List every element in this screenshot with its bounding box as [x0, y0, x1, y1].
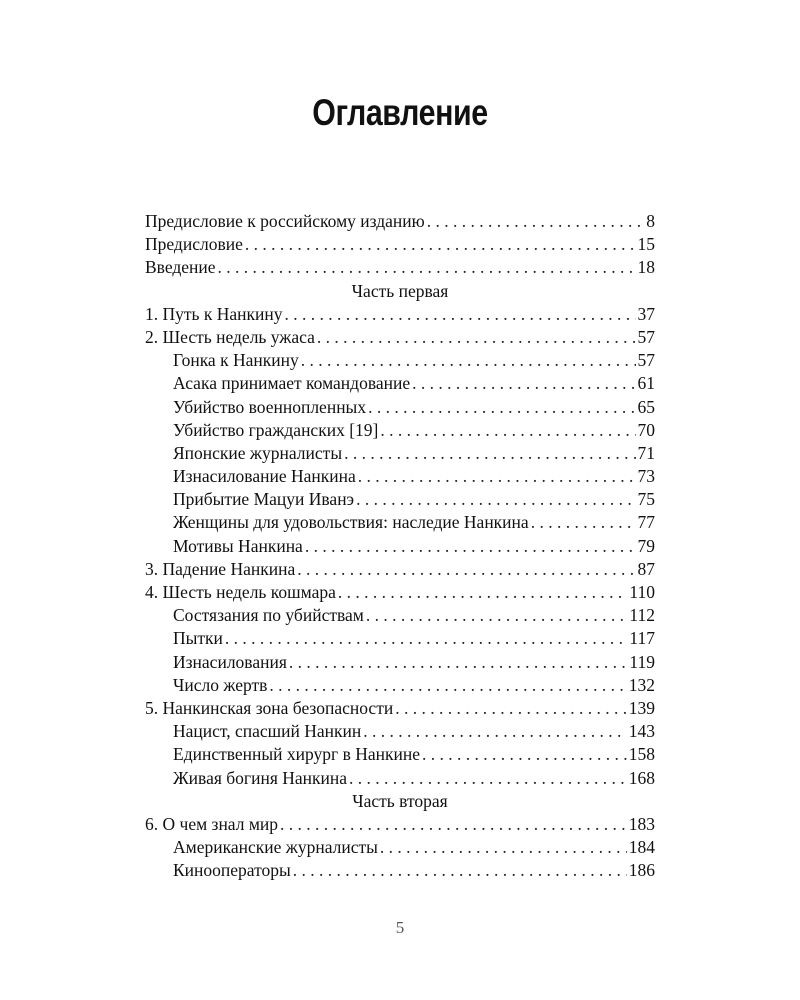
toc-entry-title: Пытки [173, 628, 223, 649]
dot-leader [363, 720, 627, 743]
toc-entry-page: 132 [628, 674, 655, 695]
dot-leader [301, 349, 636, 372]
toc-entry[interactable] [145, 326, 655, 349]
dot-leader [305, 535, 636, 558]
toc-entry-page: 183 [628, 813, 655, 834]
toc-subentry[interactable] [145, 767, 655, 790]
toc-entry[interactable] [145, 303, 655, 326]
toc-entry-page: 61 [637, 373, 655, 394]
toc-entry-title: 1. Путь к Нанкину [145, 303, 283, 324]
toc-entry[interactable] [145, 256, 655, 279]
toc-entry[interactable] [145, 210, 655, 233]
toc-entry-title: Живая богиня Нанкина [173, 767, 348, 788]
toc-entry-page: 79 [637, 535, 655, 556]
toc-entry-page: 77 [637, 512, 655, 533]
toc-entry-title: Женщины для удовольствия: наследие Нанкина [173, 512, 529, 533]
toc-entry[interactable] [145, 558, 655, 581]
toc-entry-page: 112 [629, 605, 655, 626]
toc-entry-page: 15 [637, 234, 655, 255]
toc-entry-title: Убийство гражданских [19] [173, 419, 379, 440]
toc-subentry[interactable] [145, 535, 655, 558]
toc-entry-title: 5. Нанкинская зона безопасности [145, 697, 394, 718]
toc-entry-title: Американские журналисты [173, 837, 378, 858]
dot-leader [338, 581, 628, 604]
toc-entry-page: 71 [637, 442, 655, 463]
toc-entry-title: Предисловие [145, 234, 243, 255]
toc-entry-title: 6. О чем знал мир [145, 813, 279, 834]
toc-subentry[interactable] [145, 651, 655, 674]
toc-subentry[interactable] [145, 465, 655, 488]
toc-entry-page: 168 [628, 767, 655, 788]
toc-entry-page: 87 [637, 558, 655, 579]
toc-entry-title: 4. Шесть недель кошмара [145, 582, 336, 602]
toc-subentry[interactable] [145, 674, 655, 697]
toc-subentry[interactable] [145, 743, 655, 766]
toc-entry-page: 143 [628, 721, 655, 742]
toc-entry-page: 110 [629, 582, 655, 602]
dot-leader [269, 674, 626, 697]
toc-entry-page: 70 [637, 419, 655, 440]
dot-leader [368, 396, 635, 419]
toc-entry-page: 119 [629, 651, 655, 672]
toc-entry-page: 37 [637, 303, 655, 324]
toc-entry-page: 186 [628, 860, 655, 881]
dot-leader [344, 442, 635, 465]
toc-entry-page: 75 [637, 489, 655, 510]
toc-subentry[interactable] [145, 349, 655, 372]
dot-leader [225, 627, 627, 650]
table-of-contents [145, 210, 655, 882]
toc-entry[interactable] [145, 581, 655, 604]
toc-subentry[interactable] [145, 511, 655, 534]
toc-entry-title: Японские журналисты [173, 442, 343, 463]
dot-leader [427, 210, 645, 233]
toc-entry-page: 73 [637, 466, 655, 487]
toc-entry-title: Кинооператоры [173, 860, 291, 881]
dot-leader [218, 256, 636, 279]
toc-entry-title: Единственный хирург в Нанкине [173, 744, 420, 765]
toc-subentry[interactable] [145, 488, 655, 511]
toc-subentry[interactable] [145, 836, 655, 859]
toc-entry[interactable] [145, 233, 655, 256]
toc-entry-page: 57 [637, 350, 655, 371]
toc-entry[interactable] [145, 697, 655, 720]
dot-leader [380, 836, 627, 859]
toc-entry-title: Введение [145, 257, 216, 278]
dot-leader [349, 767, 627, 790]
toc-entry-title: Асака принимает командование [173, 373, 411, 394]
toc-entry-title: Изнасилования [173, 651, 287, 672]
dot-leader [366, 604, 628, 627]
toc-entry-title: Изнасилование Нанкина [173, 466, 356, 487]
dot-leader [356, 488, 635, 511]
toc-entry-title: Мотивы Нанкина [173, 535, 303, 556]
dot-leader [395, 697, 627, 720]
dot-leader [412, 372, 635, 395]
toc-entry-page: 65 [637, 396, 655, 417]
toc-subentry[interactable] [145, 720, 655, 743]
toc-entry-page: 18 [637, 257, 655, 278]
toc-subentry[interactable] [145, 859, 655, 882]
toc-subentry[interactable] [145, 604, 655, 627]
toc-subentry[interactable] [145, 419, 655, 442]
page-title: Оглавление [312, 92, 488, 133]
toc-subentry[interactable] [145, 627, 655, 650]
toc-subentry[interactable] [145, 442, 655, 465]
dot-leader [289, 651, 628, 674]
dot-leader [531, 511, 636, 534]
dot-leader [380, 419, 635, 442]
toc-subentry[interactable] [145, 396, 655, 419]
toc-subentry[interactable] [145, 372, 655, 395]
part-heading: Часть первая [351, 280, 449, 301]
toc-entry[interactable] [145, 813, 655, 836]
dot-leader [422, 743, 627, 766]
dot-leader [317, 326, 636, 349]
toc-entry-page: 158 [628, 744, 655, 765]
toc-entry-title: Прибытие Мацуи Иванэ [173, 489, 355, 510]
dot-leader [297, 558, 635, 581]
dot-leader [358, 465, 636, 488]
toc-entry-title: 3. Падение Нанкина [145, 558, 296, 579]
toc-entry-title: 2. Шесть недель ужаса [145, 326, 315, 347]
toc-entry-page: 57 [637, 326, 655, 347]
page-number: 5 [395, 918, 405, 937]
dot-leader [280, 813, 627, 836]
toc-entry-title: Гонка к Нанкину [173, 350, 299, 371]
toc-entry-title: Состязания по убийствам [173, 605, 364, 626]
toc-entry-title: Предисловие к российскому изданию [145, 211, 425, 231]
part-heading: Часть вторая [352, 790, 448, 811]
toc-entry-page: 139 [628, 697, 655, 718]
toc-entry-page: 117 [629, 628, 655, 649]
toc-entry-page: 8 [646, 211, 655, 231]
toc-entry-title: Нацист, спасший Нанкин [173, 721, 362, 742]
dot-leader [245, 233, 636, 256]
toc-entry-page: 184 [628, 837, 655, 858]
dot-leader [293, 859, 627, 882]
toc-entry-title: Убийство военнопленных [173, 396, 367, 417]
dot-leader [285, 303, 636, 326]
toc-entry-title: Число жертв [173, 674, 268, 695]
